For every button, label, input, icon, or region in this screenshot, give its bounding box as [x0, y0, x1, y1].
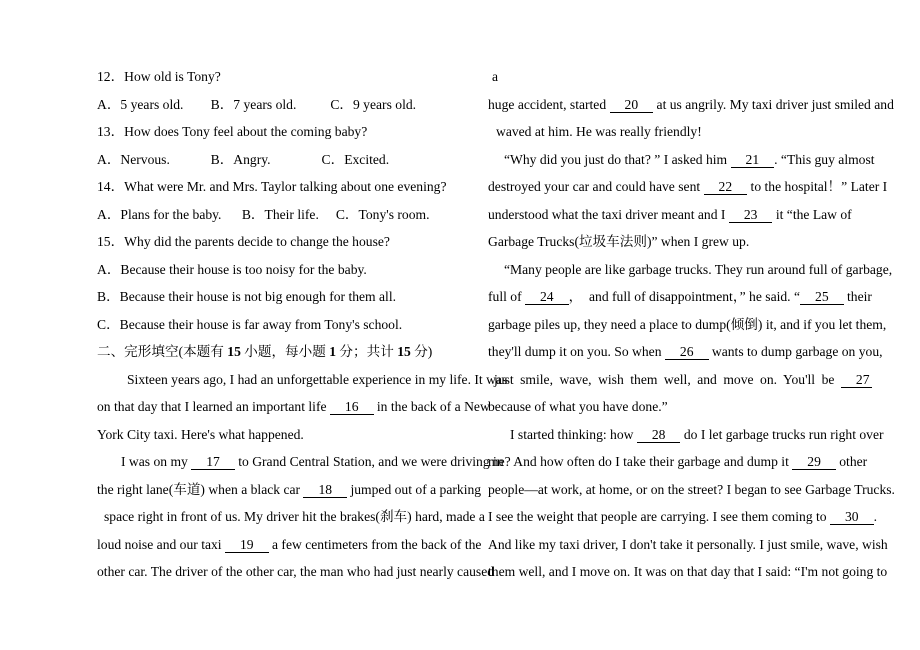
text-line: Sixteen years ago, I had an unforgettable experience in my life. It was [127, 371, 508, 387]
text-line: because of what you have done.” [488, 399, 668, 414]
text-line: they'll dump it on you. So when 26 wants to dump garbage on you, [488, 344, 883, 359]
cloze-blank-30: 30 [830, 509, 874, 525]
text-line: 14．What were Mr. and Mrs. Taylor talking about one evening? [97, 179, 447, 194]
exam-column-left [97, 63, 508, 586]
cloze-blank-17: 17 [191, 454, 235, 470]
cloze-blank-20: 20 [610, 97, 654, 113]
text-line: B．Because their house is not big enough for them all. [97, 289, 397, 304]
text-line: I see the weight that people are carrying. I see them coming to 30 . [488, 509, 877, 524]
bold-text: 15 [397, 344, 411, 359]
text-line: And like my taxi driver, I don't take it personally. I just smile, wave, wish [488, 536, 888, 552]
cloze-blank-18: 18 [303, 482, 347, 498]
text-line: people—at work, at home, or on the street? I began to see Garbage Trucks. [488, 481, 895, 497]
text-line: A．5 years old. B．7 years old. C．9 years old. [97, 96, 417, 112]
text-line: on that day that I learned an important life 16 in the back of a New [97, 399, 490, 414]
text-line: “Many people are like garbage trucks. They run around full of garbage, [504, 261, 893, 277]
cloze-blank-23: 23 [729, 207, 773, 223]
text-line: 12．How old is Tony? [97, 69, 221, 84]
cloze-blank-21: 21 [731, 152, 775, 168]
text-line: I was on my 17 to Grand Central Station, and we were driving in [121, 454, 504, 469]
text-line: understood what the taxi driver meant and I 23 it “the Law of [488, 206, 852, 222]
cloze-blank-26: 26 [665, 344, 709, 360]
text-line: loud noise and our taxi 19 a few centimeters from the back of the [97, 536, 482, 552]
text-line: just smile, wave, wish them well, and move on. You'll be 27 [494, 371, 870, 387]
cloze-blank-25: 25 [800, 289, 844, 305]
text-line: garbage piles up, they need a place to dump(倾倒) it, and if you let them, [488, 316, 887, 332]
text-line: waved at him. He was really friendly! [496, 124, 702, 139]
text-line: 13．How does Tony feel about the coming baby? [97, 124, 368, 139]
bold-text: 1 [329, 344, 337, 359]
exam-column-right [488, 63, 895, 586]
text-line: destroyed your car and could have sent 22 to the hospital！” Later I [488, 179, 888, 194]
text-line: I started thinking: how 28 do I let garbage trucks run right over [510, 426, 884, 442]
text-line: A．Plans for the baby. B．Their life. C．Tony's room. [97, 206, 430, 222]
text-line: A．Because their house is too noisy for the baby. [97, 261, 367, 277]
cloze-blank-22: 22 [704, 179, 748, 195]
text-line: Garbage Trucks(垃圾车法则)” when I grew up. [488, 234, 750, 249]
bold-text: 15 [227, 344, 241, 359]
text-line: them well, and I move on. It was on that day that I said: “I'm not going to [488, 564, 888, 579]
text-line: 二、完形填空(本题有 15 小题，每小题 1 分；共计 15 分) [97, 344, 433, 359]
text-line: full of 24 ， and full of disappointment，” he said. “ 25 their [488, 289, 872, 304]
text-line: C．Because their house is far away from Tony's school. [97, 316, 403, 332]
cloze-blank-27: 27 [841, 372, 872, 388]
cloze-blank-16: 16 [330, 399, 374, 415]
cloze-blank-28: 28 [637, 427, 681, 443]
text-line: “Why did you just do that? ” I asked him 21 . “This guy almost [504, 151, 875, 167]
text-line: other car. The driver of the other car, the man who had just nearly caused [97, 564, 495, 579]
text-line: York City taxi. Here's what happened. [97, 426, 304, 442]
cloze-blank-19: 19 [225, 537, 269, 553]
text-line: 15．Why did the parents decide to change the house? [97, 234, 390, 249]
text-line: space right in front of us. My driver hit the brakes(刹车) hard, made a [104, 509, 485, 524]
text-line: a [492, 69, 499, 84]
text-line: the right lane(车道) when a black car 18 jumped out of a parking [97, 481, 482, 497]
text-line: A．Nervous. B．Angry. C．Excited. [97, 151, 390, 167]
text-line: me? And how often do I take their garbage and dump it 29 other [488, 454, 868, 469]
cloze-blank-29: 29 [792, 454, 836, 470]
cloze-blank-24: 24 [525, 289, 569, 305]
text-line: huge accident, started 20 at us angrily. My taxi driver just smiled and [488, 96, 894, 112]
